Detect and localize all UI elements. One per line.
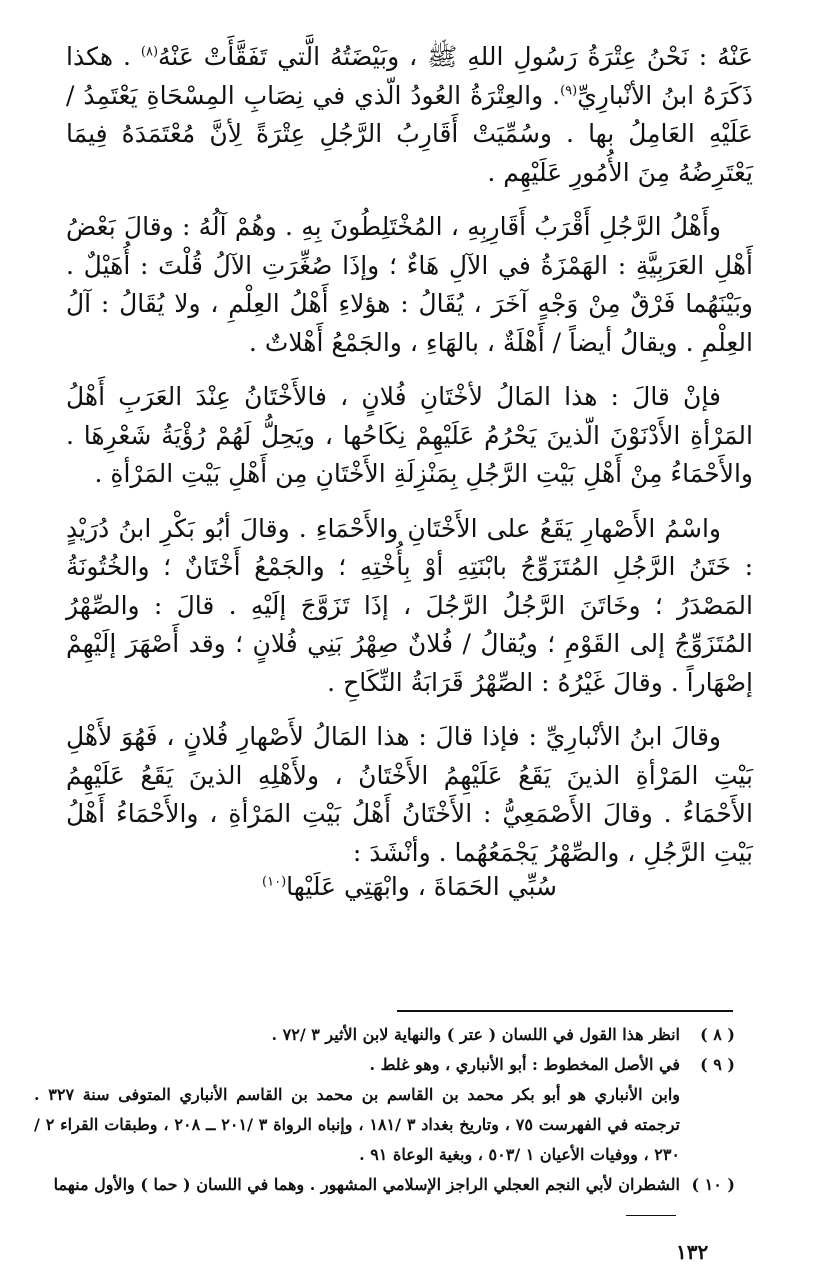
paragraph-1 bbox=[66, 38, 753, 192]
footnote-number: ( ٨ ) bbox=[700, 1025, 735, 1044]
main-text bbox=[66, 38, 753, 907]
footnote-number: ( ٩ ) bbox=[700, 1055, 735, 1074]
footnote-ref-9[interactable]: (٩) bbox=[560, 83, 578, 99]
footnote-10 bbox=[34, 1170, 735, 1230]
footnote-ref-8[interactable]: (٨) bbox=[140, 44, 159, 60]
footnote-8 bbox=[34, 1020, 735, 1050]
footnote-9-continuation: وابن الأنباري هو أبو بكر محمد بن القاسم بن محمد بن القاسم الأنباري المتوفى سنة ٣٢٧ . ترجمته في الفهرست ٧٥ ، وتاريخ بغداد ٣ /١٨١ ، وإنباه الرواة ٣ /٢٠١ ــ ٢٠٨ ، وطبقات القراء ٢ /٢٣٠ ، ووفيات الأعيان ١ /٥٠٣ ، وبغية الوعاة ٩١ . bbox=[34, 1085, 681, 1164]
paragraph-1-part-b: . هكذا ذَكَرَهُ ابنُ الأنْبارِيِّ bbox=[66, 42, 754, 110]
footnote-text: في الأصل المخطوط : أبو الأنباري ، وهو غلط . bbox=[369, 1055, 680, 1074]
footnote-ref-10[interactable]: (١٠) bbox=[262, 874, 287, 890]
paragraph-2: وأَهْلُ الرَّجُلِ أَقْرَبُ أَقَارِبِهِ ، المُخْتَلِطُونَ بِهِ . وهُمْ آلُهُ : وقالَ بَعْضُ أَهْلِ العَرَبِيَّةِ : الهَمْزَةُ في الآلِ هَاءٌ ؛ وإذَا صُغِّرَتِ الآلُ قُلْتَ : أُهَيْلٌ . وبَيْنَهُما فَرْقٌ مِنْ وَجْهٍ آخَرَ ، يُقَالُ : هؤلاءِ أَهْلُ العِلْمِ ، ولا يُقَالُ : آلُ العِلْمِ . ويقالُ أيضاً / أَهْلَةٌ ، بالهَاءِ ، والجَمْعُ أَهْلاتٌ . bbox=[66, 212, 753, 357]
verse-text: سُبِّي الحَمَاةَ ، وابْهَتِي عَلَيْها bbox=[286, 872, 557, 901]
page-number: ١٣٢ bbox=[676, 1240, 709, 1264]
footnotes bbox=[34, 1020, 735, 1230]
continuation-line bbox=[626, 1215, 676, 1216]
footnote-number: ( ١٠ ) bbox=[691, 1175, 735, 1194]
paragraph-1-part-a: عَنْهُ : نَحْنُ عِتْرَةُ رَسُولِ اللهِ ﷺ ، وبَيْضَتُهُ الَّتي تَفَقَّأَتْ عَنْهُ bbox=[158, 42, 753, 71]
verse-line bbox=[66, 868, 753, 907]
paragraph-3: فإنْ قالَ : هذا المَالُ لأخْتَانِ فُلانٍ ، فالأَخْتَانُ عِنْدَ العَرَبِ أَهْلُ المَرْأةِ الأَدْنَوْنَ الّذينَ يَحْرُمُ عَلَيْهِمْ نِكَاحُها ، ويَحِلُّ لَهُمْ رُؤْيَةُ شَعْرِهَا . والأَحْمَاءُ مِنْ أَهْلِ بَيْتِ الرَّجُلِ بِمَنْزِلَةِ الأَخْتَانِ مِن أَهْلِ بَيْتِ المَرْأةِ . bbox=[66, 382, 753, 488]
footnote-text: انظر هذا القول في اللسان ( عتر ) والنهاية لابن الأثير ٣ /٧٢ . bbox=[271, 1025, 680, 1044]
paragraph-1-part-c: . والعِتْرَةُ العُودُ الّذي في نِصَابِ المِسْحَاةِ يَعْتَمِدُ / عَلَيْهِ العَامِلُ بها . وسُمِّيَتْ أَقَارِبُ الرَّجُلِ عِتْرَةً لِأنَّ مُعْتَمَدَهُ فِيمَا يَعْتَرِضُهُ مِنَ الأُمُورِ عَلَيْهِم . bbox=[66, 80, 753, 187]
footnote-separator bbox=[397, 1010, 733, 1012]
paragraph-4: واسْمُ الأَصْهارِ يَقَعُ على الأَخْتَانِ والأَحْمَاءِ . وقالَ أبُو بَكْرِ ابنُ دُرَيْدٍ : خَتَنُ الرَّجُلِ المُتَزَوِّجُ بابْنَتِهِ أوْ بِأُخْتِهِ ؛ والجَمْعُ أَخْتَانٌ ؛ والخُتُونَةُ المَصْدَرُ ؛ وخَاتَنَ الرَّجُلُ الرَّجُلَ ، إذَا تَزَوَّجَ إلَيْهِ . قالَ : والصِّهْرُ المُتَزَوِّجُ إلى القَوْمِ ؛ ويُقالُ / فُلانٌ صِهْرُ بَنِي فُلانٍ ؛ وقد أَصْهَرَ إلَيْهِمْ إصْهَاراً . وقالَ غَيْرُهُ : الصِّهْرُ قَرَابَةُ النِّكَاحِ . bbox=[66, 513, 753, 697]
footnote-text: الشطران لأبي النجم العجلي الراجز الإسلامي المشهور . وهما في اللسان ( حما ) والأول منهما bbox=[53, 1175, 680, 1194]
paragraph-5: وقالَ ابنُ الأنْبارِيِّ : فإذا قالَ : هذا المَالُ لأَصْهارِ فُلانٍ ، فَهُوَ لأَهْلِ بَيْتِ المَرْأةِ الذينَ يَقَعُ عَلَيْهِمُ الأَخْتَانُ ، ولأَهْلِهِ الذينَ يَقَعُ عَلَيْهِمُ الأَحْمَاءُ . وقالَ الأَصْمَعِيُّ : الأَخْتَانُ أَهْلُ بَيْتِ المَرْأةِ ، والأَحْمَاءُ أَهْلُ بَيْتِ الرَّجُلِ ، والصِّهْرُ يَجْمَعُهُما . وأنْشَدَ : bbox=[66, 722, 753, 867]
footnote-9 bbox=[34, 1050, 735, 1080]
